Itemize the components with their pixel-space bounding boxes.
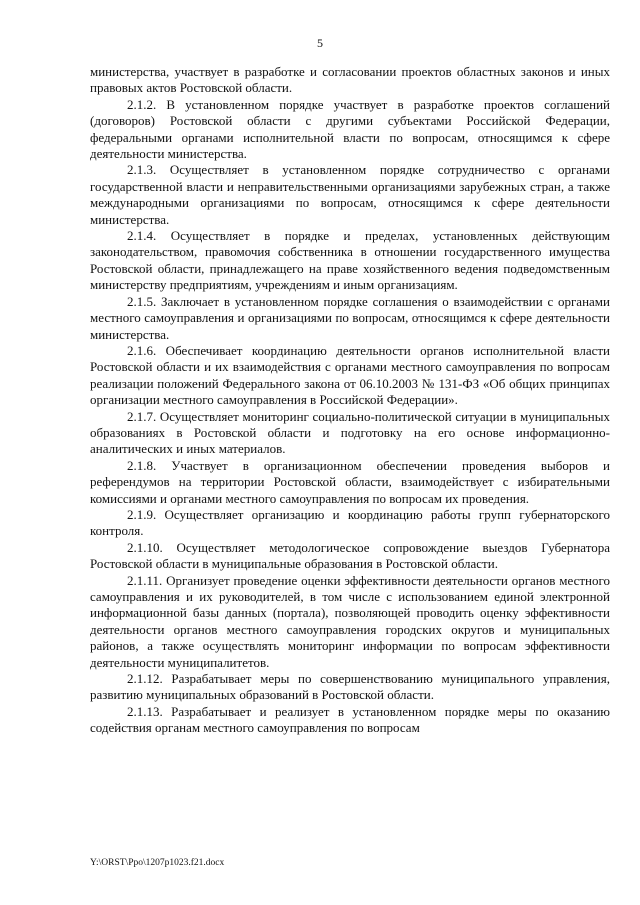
paragraph-2-1-2: 2.1.2. В установленном порядке участвует в разработке проектов соглашений (договоров) Ростовской области с другими субъектами Российской Федерации, федеральными органами исполнительной власти по вопросам, относящимся к сфере деятельности министерства. [90,96,610,162]
paragraph-2-1-5: 2.1.5. Заключает в установленном порядке соглашения о взаимодействии с органами местного самоуправления и организациями по вопросам, относящимся к сфере деятельности министерства. [90,293,610,342]
paragraph-2-1-3: 2.1.3. Осуществляет в установленном порядке сотрудничество с органами государственной власти и неправительственными организациями зарубежных стран, а также международными организациями по вопросам, относящимся к сфере деятельности министерства. [90,162,610,227]
paragraph-2-1-11: 2.1.11. Организует проведение оценки эффективности деятельности органов местного самоуправления и их руководителей, в том числе с использованием единой электронной информационной базы данных (портала), позволяющей проводить оценку эффективности деятельности органов местного самоуправления городских округов и муниципальных районов, а также осуществлять мониторинг информации по вопросам эффективности деятельности муниципалитетов. [90,572,610,670]
file-path-footer: Y:\ORST\Ppo\1207p1023.f21.docx [90,858,225,868]
paragraph-2-1-4: 2.1.4. Осуществляет в порядке и пределах, установленных действующим законодательством, правомочия собственника в отношении государственного имущества Ростовской области, принадлежащего на праве хозяйственного ведения подведомственным министерству предприятиям, учреждениям и иным организациям. [90,228,610,293]
paragraph-2-1-12: 2.1.12. Разрабатывает меры по совершенствованию муниципального управления, развитию муниципальных образований в Ростовской области. [90,671,610,703]
paragraph-1: министерства, участвует в разработке и согласовании проектов областных законов и иных правовых актов Ростовской области. [90,64,610,96]
paragraph-2-1-9: 2.1.9. Осуществляет организацию и координацию работы групп губернаторского контроля. [90,506,610,539]
paragraph-2-1-7: 2.1.7. Осуществляет мониторинг социально-политической ситуации в муниципальных образованиях в Ростовской области и подготовку на его основе информационно-аналитических и иных материалов. [90,408,610,457]
paragraph-2-1-8: 2.1.8. Участвует в организационном обеспечении проведения выборов и референдумов на территории Ростовской области, взаимодействует с избирательными комиссиями и органами местного самоуправления по вопросам их проведения. [90,457,610,506]
paragraph-2-1-13: 2.1.13. Разрабатывает и реализует в установленном порядке меры по оказанию содействия органам местного самоуправления по вопросам [90,703,610,736]
paragraph-2-1-10: 2.1.10. Осуществляет методологическое сопровождение выездов Губернатора Ростовской области в муниципальные образования в Ростовской области. [90,539,610,572]
page-number: 5 [317,36,323,50]
paragraph-2-1-6: 2.1.6. Обеспечивает координацию деятельности органов исполнительной власти Ростовской области и их взаимодействия с органами местного самоуправления по вопросам реализации положений Федерального закона от 06.10.2003 № 131-ФЗ «Об общих принципах организации местного самоуправления в Российской Федерации». [90,342,610,408]
document-body [90,64,610,737]
